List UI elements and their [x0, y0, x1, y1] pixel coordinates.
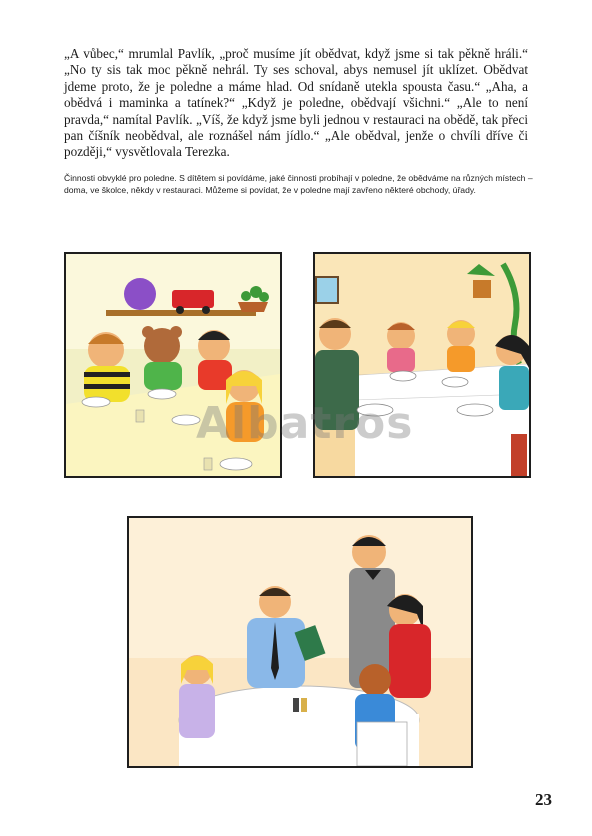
illustration-kindergarten-lunch — [64, 252, 282, 478]
activity-note: Činnosti obvyklé pro poledne. S dítětem si povídáme, jaké činnosti probíhají v poledne, že obědváme na různých místech – doma, ve školce, někdy v restauraci. Můžeme si povídat, že v poledne mají zavřeno některé obchody, úřady. — [64, 173, 533, 195]
chair — [511, 434, 527, 476]
illustration-restaurant-waiter — [127, 516, 473, 768]
chair — [357, 722, 407, 766]
toy-octopus — [124, 278, 156, 310]
story-text: „A vůbec,“ mrumlal Pavlík, „proč musíme jít obědvat, když jsme si tak pěkně hráli.“ „No ty sis tak moc pěkně nehrál. Ty ses schoval, abys nemusel jít uklízet. Obědvat jdeme proto, že je poledne a máme hlad. Od snídaně utekla spousta času.“ „Aha, a obědvá i maminka a tatínek?“ „Když je poledne, obědvají všichni.“ „Ale to není pravda,“ namítal Pavlík. „Víš, že když jsme byli jednou v restauraci na obědě, tak přeci pan číšník neobědval, ale roznášel nám jídlo.“ „Ale obědval, jenže o chvíli dříve či později,“ vysvětlovala Terezka. — [64, 46, 528, 160]
toy-car — [172, 290, 214, 308]
plant-bowl — [238, 302, 268, 312]
page-number: 23 — [535, 790, 552, 809]
watermark-logo: Albatros — [196, 398, 414, 449]
illustration-family-at-table — [313, 252, 531, 478]
